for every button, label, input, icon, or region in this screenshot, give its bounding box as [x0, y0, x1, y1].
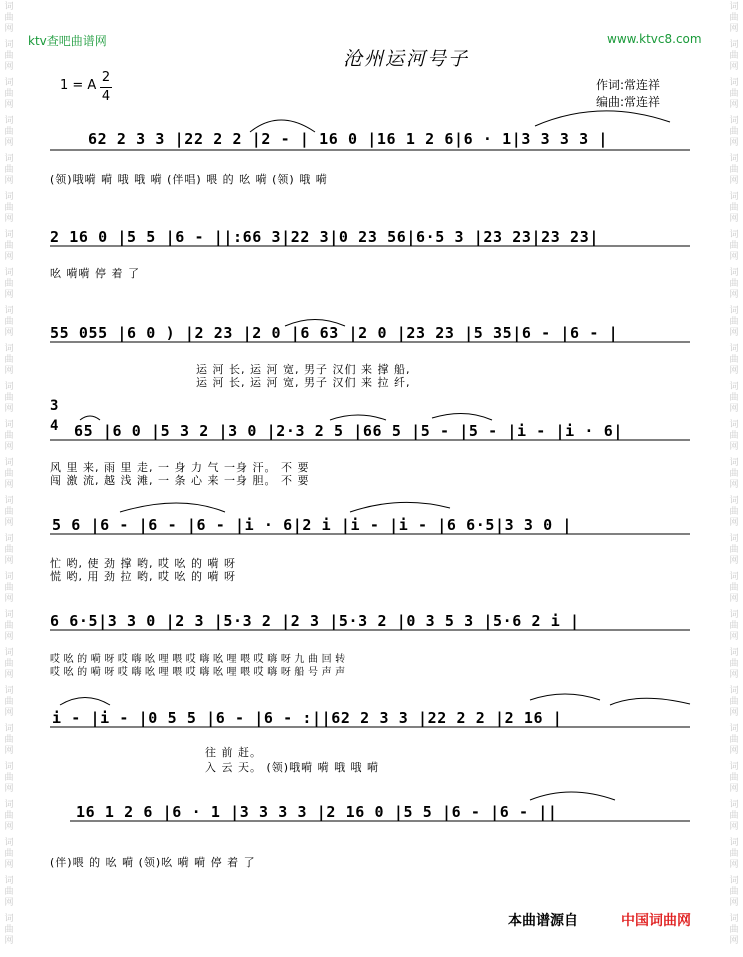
watermark-char: 曲 — [729, 241, 739, 251]
watermark-char: 曲 — [4, 735, 14, 745]
watermark-char: 词 — [4, 686, 14, 696]
watermark-char: 曲 — [729, 127, 739, 137]
watermark-char: 网 — [729, 632, 739, 642]
time-signature-top: 2 — [101, 70, 111, 85]
watermark-char: 词 — [729, 458, 739, 468]
watermark-char: 词 — [4, 458, 14, 468]
watermark-char: 词 — [4, 914, 14, 924]
watermark-char: 曲 — [4, 89, 14, 99]
watermark-char: 词 — [729, 306, 739, 316]
watermark-char: 词 — [4, 154, 14, 164]
watermark-char: 网 — [729, 556, 739, 566]
watermark-char: 网 — [4, 708, 14, 718]
watermark-char: 曲 — [4, 393, 14, 403]
watermark-char: 网 — [4, 518, 14, 528]
watermark-char: 词 — [729, 800, 739, 810]
time-signature-bottom: 4 — [101, 89, 111, 104]
watermark-char: 网 — [4, 746, 14, 756]
watermark-char: 网 — [4, 480, 14, 490]
watermark-char: 词 — [4, 534, 14, 544]
lyric-line-4b: 闯 激 流, 越 浅 滩, 一 条 心 来 一身 胆。 不 要 — [50, 474, 310, 487]
watermark-char: 网 — [729, 290, 739, 300]
watermark-char: 曲 — [729, 279, 739, 289]
watermark-char: 曲 — [729, 203, 739, 213]
watermark-char: 词 — [4, 192, 14, 202]
watermark-char: 词 — [729, 40, 739, 50]
notation-line-2: 2 16 0 |5 5 |6 - ||:66 3|22 3|0 23 56|6·5 3 |23 23|23 23| — [50, 228, 599, 246]
watermark-char: 曲 — [729, 469, 739, 479]
watermark-char: 网 — [729, 252, 739, 262]
watermark-char: 网 — [729, 594, 739, 604]
notation-line-1: 62 2 3 3 |22 2 2 |2 - | 16 0 |16 1 2 6|6 · 1|3 3 3 3 | — [88, 130, 609, 148]
watermark-char: 曲 — [729, 431, 739, 441]
watermark-char: 词 — [4, 496, 14, 506]
watermark-char: 词 — [729, 914, 739, 924]
watermark-char: 词 — [4, 838, 14, 848]
watermark-char: 网 — [4, 556, 14, 566]
watermark-char: 词 — [729, 154, 739, 164]
watermark-char: 词 — [729, 534, 739, 544]
watermark-char: 网 — [4, 936, 14, 946]
watermark-char: 网 — [4, 290, 14, 300]
watermark-char: 词 — [4, 572, 14, 582]
watermark-char: 曲 — [729, 89, 739, 99]
watermark-char: 网 — [4, 670, 14, 680]
watermark-char: 网 — [729, 100, 739, 110]
watermark-char: 网 — [4, 898, 14, 908]
watermark-char: 曲 — [4, 469, 14, 479]
watermark-char: 曲 — [4, 773, 14, 783]
song-title: 沧州运河号子 — [343, 48, 470, 70]
lyric-line-4a: 风 里 来, 雨 里 走, 一 身 力 气 一身 汗。 不 要 — [50, 461, 310, 474]
watermark-char: 网 — [4, 138, 14, 148]
watermark-char: 词 — [4, 78, 14, 88]
watermark-char: 词 — [4, 40, 14, 50]
watermark-char: 曲 — [4, 849, 14, 859]
watermark-char: 词 — [729, 192, 739, 202]
watermark-char: 网 — [729, 670, 739, 680]
watermark-char: 网 — [729, 62, 739, 72]
watermark-char: 曲 — [729, 51, 739, 61]
watermark-char: 曲 — [729, 925, 739, 935]
watermark-char: 曲 — [4, 51, 14, 61]
watermark-char: 网 — [4, 176, 14, 186]
watermark-char: 曲 — [729, 849, 739, 859]
watermark-char: 词 — [729, 686, 739, 696]
watermark-char: 词 — [729, 648, 739, 658]
watermark-char: 网 — [729, 138, 739, 148]
watermark-char: 网 — [4, 100, 14, 110]
watermark-char: 网 — [729, 366, 739, 376]
lyric-line-2: 吆 嗬嗬 停 着 了 — [50, 267, 140, 280]
watermark-char: 词 — [729, 876, 739, 886]
watermark-char: 曲 — [4, 127, 14, 137]
watermark-char: 词 — [729, 496, 739, 506]
site-url-right[interactable]: www.ktvc8.com — [607, 32, 702, 46]
notation-line-6: 6 6·5|3 3 0 |2 3 |5·3 2 |2 3 |5·3 2 |0 3 5 3 |5·6 2 i | — [50, 612, 580, 630]
key-signature: 1 = A — [60, 78, 97, 93]
watermark-char: 词 — [4, 762, 14, 772]
watermark-char: 曲 — [4, 697, 14, 707]
site-name-left[interactable]: ktv查吧曲谱网 — [28, 34, 107, 48]
watermark-char: 词 — [4, 876, 14, 886]
watermark-char: 词 — [729, 762, 739, 772]
watermark-char: 曲 — [4, 355, 14, 365]
watermark-char: 网 — [4, 822, 14, 832]
watermark-char: 词 — [729, 420, 739, 430]
watermark-char: 曲 — [729, 697, 739, 707]
composer-credit: 编曲:常连祥 — [596, 95, 661, 109]
meter-change-bottom: 4 — [50, 418, 60, 434]
lyric-line-7b: 入 云 天。 (领)哦嗬 嗬 哦 哦 嗬 — [205, 761, 380, 774]
watermark-char: 网 — [729, 708, 739, 718]
lyric-line-6b: 哎 吆 的 嗬 呀 哎 嗨 吆 哩 喂 哎 嗨 吆 哩 喂 哎 嗨 呀 船 号 声 声 — [50, 667, 346, 678]
watermark-char: 网 — [4, 24, 14, 34]
watermark-char: 曲 — [729, 735, 739, 745]
watermark-char: 曲 — [4, 887, 14, 897]
watermark-char: 网 — [729, 746, 739, 756]
watermark-char: 词 — [4, 724, 14, 734]
watermark-char: 词 — [4, 344, 14, 354]
notation-line-5: 5 6 |6 - |6 - |6 - |i · 6|2 i |i - |i - |6 6·5|3 3 0 | — [52, 516, 573, 534]
lyric-line-7a: 往 前 赶。 — [205, 746, 262, 759]
watermark-char: 网 — [729, 784, 739, 794]
notation-line-3: 55 055 |6 0 ) |2 23 |2 0 |6 63 |2 0 |23 23 |5 35|6 - |6 - | — [50, 324, 619, 342]
source-label: 本曲谱源自 — [508, 913, 578, 929]
watermark-char: 曲 — [729, 507, 739, 517]
watermark-char: 曲 — [4, 507, 14, 517]
watermark-char: 词 — [729, 268, 739, 278]
watermark-char: 网 — [4, 860, 14, 870]
watermark-char: 曲 — [4, 431, 14, 441]
watermark-char: 曲 — [4, 279, 14, 289]
watermark-char: 词 — [4, 800, 14, 810]
watermark-char: 网 — [729, 176, 739, 186]
watermark-char: 词 — [729, 344, 739, 354]
watermark-char: 网 — [729, 936, 739, 946]
notation-line-7: i - |i - |0 5 5 |6 - |6 - :||62 2 3 3 |22 2 2 |2 16 | — [52, 709, 563, 727]
watermark-char: 词 — [4, 648, 14, 658]
watermark-char: 词 — [729, 838, 739, 848]
lyricist-credit: 作词:常连祥 — [596, 78, 661, 92]
watermark-char: 词 — [729, 116, 739, 126]
watermark-char: 词 — [729, 724, 739, 734]
watermark-char: 网 — [4, 214, 14, 224]
watermark-char: 词 — [4, 420, 14, 430]
watermark-char: 网 — [729, 328, 739, 338]
watermark-char: 词 — [729, 382, 739, 392]
notation-line-8: 16 1 2 6 |6 · 1 |3 3 3 3 |2 16 0 |5 5 |6 - |6 - || — [76, 803, 558, 821]
watermark-char: 词 — [729, 572, 739, 582]
watermark-char: 网 — [729, 404, 739, 414]
watermark-char: 网 — [4, 62, 14, 72]
watermark-char: 词 — [4, 230, 14, 240]
watermark-char: 曲 — [729, 13, 739, 23]
watermark-char: 词 — [729, 2, 739, 12]
lyric-line-1: (领)哦嗬 嗬 哦 哦 嗬 (伴唱) 喂 的 吆 嗬 (领) 哦 嗬 — [50, 173, 328, 186]
watermark-char: 网 — [729, 898, 739, 908]
watermark-char: 曲 — [4, 317, 14, 327]
watermark-char: 词 — [4, 610, 14, 620]
watermark-char: 网 — [729, 822, 739, 832]
watermark-char: 词 — [4, 306, 14, 316]
watermark-char: 网 — [729, 860, 739, 870]
watermark-char: 词 — [4, 2, 14, 12]
watermark-char: 网 — [729, 480, 739, 490]
lyric-line-6a: 哎 吆 的 嗬 呀 哎 嗨 吆 哩 喂 哎 嗨 吆 哩 喂 哎 嗨 呀 九 曲 回 转 — [50, 654, 346, 665]
watermark-char: 曲 — [4, 659, 14, 669]
watermark-char: 曲 — [4, 203, 14, 213]
watermark-char: 网 — [729, 24, 739, 34]
watermark-char: 曲 — [729, 583, 739, 593]
watermark-char: 曲 — [4, 811, 14, 821]
watermark-char: 曲 — [729, 545, 739, 555]
watermark-char: 曲 — [4, 13, 14, 23]
watermark-char: 曲 — [4, 241, 14, 251]
watermark-char: 曲 — [4, 925, 14, 935]
source-site-link[interactable]: 中国词曲网 — [621, 913, 691, 929]
watermark-char: 词 — [729, 78, 739, 88]
watermark-char: 网 — [729, 518, 739, 528]
watermark-char: 网 — [4, 328, 14, 338]
meter-change: 3 — [50, 398, 60, 414]
watermark-char: 曲 — [729, 773, 739, 783]
watermark-char: 词 — [4, 268, 14, 278]
watermark-char: 网 — [4, 632, 14, 642]
watermark-char: 曲 — [4, 621, 14, 631]
watermark-char: 网 — [729, 214, 739, 224]
watermark-char: 曲 — [729, 355, 739, 365]
watermark-char: 曲 — [729, 811, 739, 821]
watermark-char: 曲 — [729, 887, 739, 897]
notation-line-4: 65 |6 0 |5 3 2 |3 0 |2·3 2 5 |66 5 |5 - |5 - |i - |i · 6| — [74, 422, 623, 440]
watermark-char: 曲 — [729, 393, 739, 403]
watermark-char: 网 — [4, 594, 14, 604]
watermark-char: 网 — [4, 404, 14, 414]
watermark-char: 词 — [4, 382, 14, 392]
watermark-char: 曲 — [729, 165, 739, 175]
watermark-char: 网 — [4, 366, 14, 376]
watermark-char: 词 — [4, 116, 14, 126]
lyric-line-5b: 慌 哟, 用 劲 拉 哟, 哎 吆 的 嗬 呀 — [50, 570, 236, 583]
lyric-line-3b: 运 河 长, 运 河 宽, 男子 汉们 来 拉 纤, — [196, 376, 411, 389]
watermark-char: 曲 — [729, 317, 739, 327]
watermark-char: 网 — [4, 252, 14, 262]
watermark-char: 曲 — [4, 545, 14, 555]
watermark-char: 网 — [4, 442, 14, 452]
watermark-char: 曲 — [729, 659, 739, 669]
watermark-char: 词 — [729, 230, 739, 240]
watermark-char: 曲 — [729, 621, 739, 631]
watermark-char: 曲 — [4, 583, 14, 593]
watermark-char: 网 — [729, 442, 739, 452]
lyric-line-5a: 忙 哟, 使 劲 撑 哟, 哎 吆 的 嗬 呀 — [50, 557, 236, 570]
watermark-char: 网 — [4, 784, 14, 794]
lyric-line-8: (伴)喂 的 吆 嗬 (领)吆 嗬 嗬 停 着 了 — [50, 856, 256, 869]
lyric-line-3a: 运 河 长, 运 河 宽, 男子 汉们 来 撑 船, — [196, 363, 411, 376]
watermark-char: 词 — [729, 610, 739, 620]
watermark-char: 曲 — [4, 165, 14, 175]
